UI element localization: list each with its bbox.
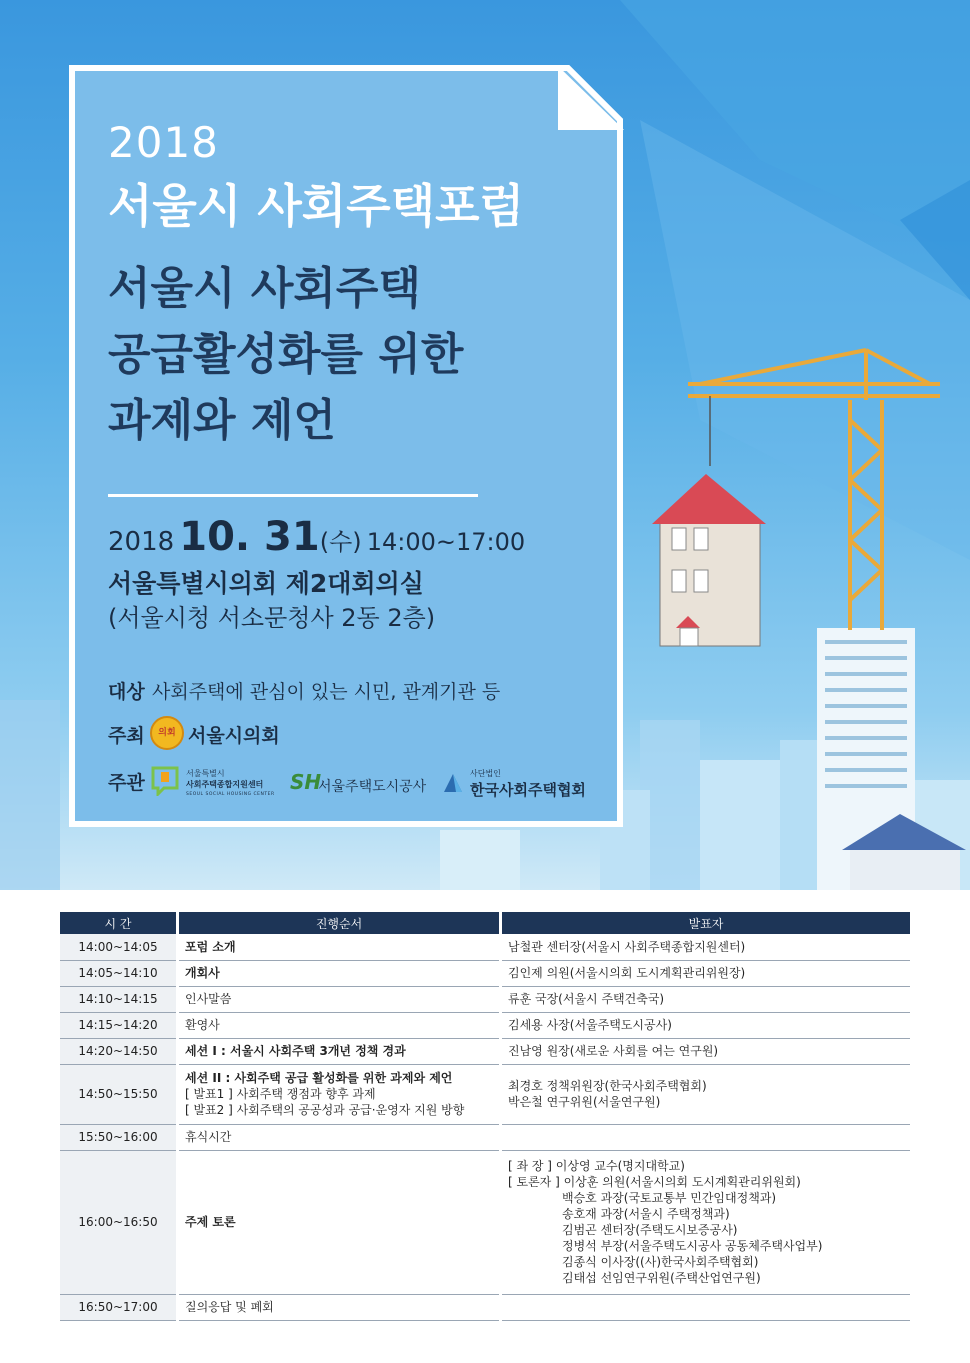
row-program: 환영사 (178, 1012, 501, 1038)
council-seal-icon: 의회 (150, 716, 184, 750)
row-program (178, 1064, 501, 1124)
date-month-day: 10. 31 (179, 514, 320, 560)
row-program: 인사말씀 (178, 986, 501, 1012)
date-time: 14:00~17:00 (366, 528, 526, 556)
row-program: 주제 토론 (178, 1150, 501, 1294)
row-speaker: 김세용 사장(서울주택도시공사) (501, 1012, 911, 1038)
row-time: 14:05~14:10 (60, 960, 178, 986)
row-speaker (501, 1294, 911, 1320)
forum-year: 2018 (108, 118, 219, 167)
speaker-1: 최경호 정책위원장(한국사회주택협회) (508, 1079, 707, 1093)
row-speaker (501, 1064, 911, 1124)
panelist: 백승호 과장(국토교통부 민간임대정책과) (562, 1191, 777, 1205)
row-time: 14:10~14:15 (60, 986, 178, 1012)
housing-center-logo-icon (150, 762, 180, 796)
row-speaker (501, 1124, 911, 1150)
table-row (60, 1294, 910, 1320)
table-row (60, 1150, 910, 1294)
venue-detail: (서울시청 서소문청사 2동 2층) (108, 604, 436, 632)
panelist-lead: [ 토론자 ] 이상훈 의원(서울시의회 도시계획관리위원회) (508, 1175, 801, 1189)
header-speaker: 발표자 (501, 912, 911, 934)
date-weekday: (수) (319, 528, 362, 556)
host-name: 서울시의회 (188, 725, 280, 747)
header-program: 진행순서 (178, 912, 501, 934)
host-label: 주최 (108, 725, 145, 747)
row-program: 질의응답 및 폐회 (178, 1294, 501, 1320)
row-time: 14:50~15:50 (60, 1064, 178, 1124)
association-logo-icon (442, 770, 464, 794)
housing-center-english: SEOUL SOCIAL HOUSING CENTER (186, 792, 275, 797)
table-row (60, 1064, 910, 1124)
audience-text: 사회주택에 관심이 있는 시민, 관계기관 등 (152, 681, 501, 703)
panelist: 김태섭 선임연구위원(주택산업연구원) (562, 1271, 761, 1285)
row-speaker: 남철관 센터장(서울시 사회주택종합지원센터) (501, 934, 911, 960)
date-year: 2018 (108, 527, 175, 557)
topic-line-2: 공급활성화를 위한 (108, 329, 464, 380)
row-time: 16:50~17:00 (60, 1294, 178, 1320)
presentation-2: [ 발표2 ] 사회주택의 공공성과 공급·운영자 지원 방향 (185, 1103, 465, 1117)
row-time: 14:20~14:50 (60, 1038, 178, 1064)
row-speaker (501, 1150, 911, 1294)
venue: 서울특별시의회 제2대회의실 (108, 569, 424, 598)
topic-line-1: 서울시 사회주택 (108, 263, 421, 314)
row-time: 16:00~16:50 (60, 1150, 178, 1294)
row-speaker: 진남영 원장(새로운 사회를 여는 연구원) (501, 1038, 911, 1064)
forum-title: 서울시 사회주택포럼 (108, 179, 524, 233)
panelist: 김종식 이사장((사)한국사회주택협회) (562, 1255, 759, 1269)
table-row (60, 1038, 910, 1064)
row-time: 14:00~14:05 (60, 934, 178, 960)
housing-center-name: 서울특별시 사회주택종합지원센터 (186, 769, 264, 789)
organizer-label: 주관 (108, 772, 145, 794)
audience-label: 대상 (108, 681, 145, 703)
row-speaker: 류훈 국장(서울시 주택건축국) (501, 986, 911, 1012)
row-program: 개회사 (178, 960, 501, 986)
presentation-1: [ 발표1 ] 사회주택 쟁점과 향후 과제 (185, 1087, 376, 1101)
sh-name: 서울주택도시공사 (318, 779, 427, 795)
association-name: 한국사회주택협회 (470, 781, 586, 799)
row-program: 휴식시간 (178, 1124, 501, 1150)
header-time: 시 간 (60, 912, 178, 934)
panelist: 김범곤 센터장(주택도시보증공사) (562, 1223, 738, 1237)
table-row (60, 934, 910, 960)
table-row (60, 960, 910, 986)
row-program: 세션 I : 서울시 사회주택 3개년 정책 경과 (178, 1038, 501, 1064)
session-2-title: 세션 II : 사회주택 공급 활성화를 위한 과제와 제언 (185, 1071, 453, 1085)
schedule-table (60, 912, 910, 1321)
association-prefix: 사단법인 (470, 769, 501, 778)
panelist: 송호재 과장(서울시 주택정책과) (562, 1207, 730, 1221)
table-row (60, 1012, 910, 1038)
panelist: 정병석 부장(서울주택도시공사 공동체주택사업부) (562, 1239, 823, 1253)
row-time: 14:15~14:20 (60, 1012, 178, 1038)
event-date (108, 514, 525, 560)
table-row (60, 1124, 910, 1150)
table-row (60, 986, 910, 1012)
topic-line-3: 과제와 제언 (108, 395, 336, 446)
chair: [ 좌 장 ] 이상영 교수(명지대학교) (508, 1159, 685, 1173)
speaker-2: 박은철 연구위원(서울연구원) (508, 1095, 661, 1109)
divider (108, 494, 478, 497)
schedule-header-row (60, 912, 910, 934)
row-time: 15:50~16:00 (60, 1124, 178, 1150)
row-program: 포럼 소개 (178, 934, 501, 960)
row-speaker: 김인제 의원(서울시의회 도시계획관리위원장) (501, 960, 911, 986)
sh-logo-icon: SH (290, 770, 322, 794)
